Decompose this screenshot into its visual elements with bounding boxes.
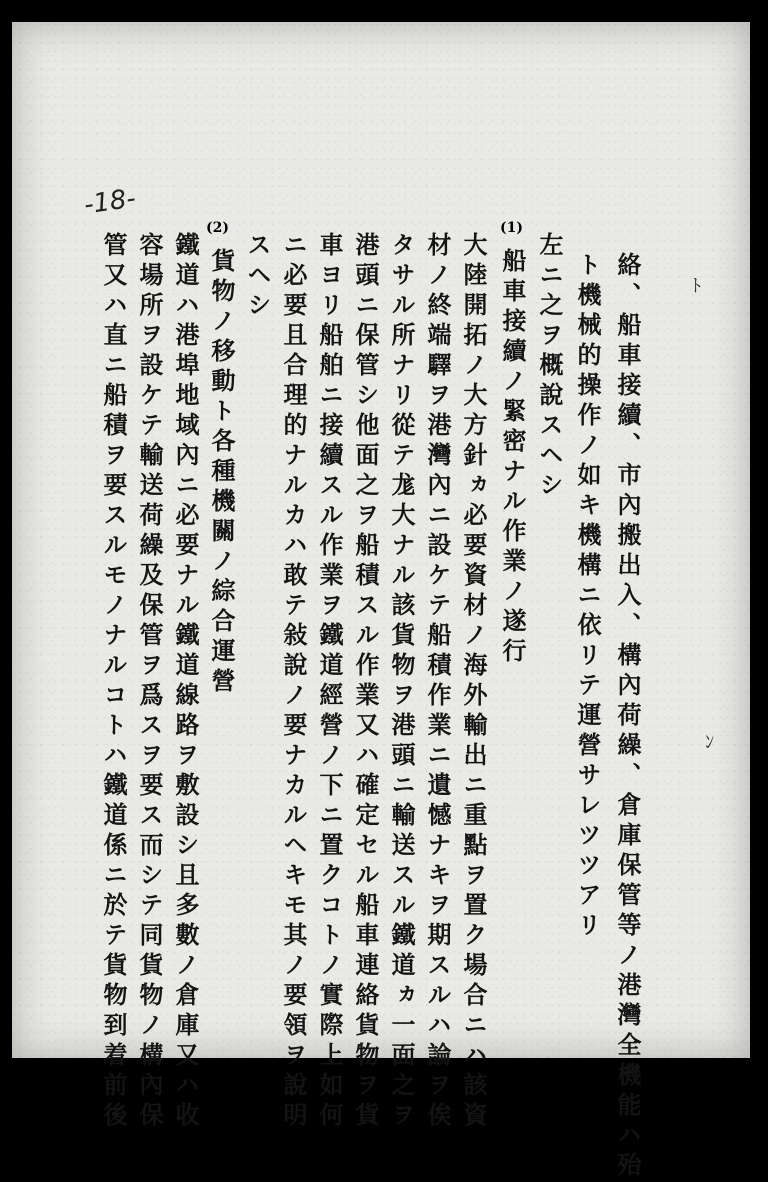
text-column-14: 容場所ヲ設ケテ輸送荷繰及保管ヲ爲スヲ要ス而シテ同貨物ノ構內保 (135, 232, 164, 1132)
text-column-3: 左ニ之ヲ概說スヘシ (535, 232, 564, 502)
document-page (12, 22, 750, 1182)
section-marker-1: (1) (500, 220, 523, 236)
margin-mark: ﾄ (692, 276, 701, 297)
text-column-12: 貨物ノ移動ト各種機關ノ綜合運營 (207, 248, 236, 698)
text-column-10: ニ必要且合理的ナルカハ敢テ敍說ノ要ナカルヘキモ其ノ要領ヲ說明 (279, 232, 308, 1132)
section-marker-2: (2) (206, 220, 229, 236)
text-column-6: 材ノ終端驛ヲ港灣內ニ設ケテ船積作業ニ遺憾ナキヲ期スルハ論ヲ俟 (423, 232, 452, 1132)
text-column-7: タサル所ナリ從テ尨大ナル該貨物ヲ港頭ニ輸送スル鐵道ヵ一面之ヲ (387, 232, 416, 1132)
text-column-13: 鐵道ハ港埠地域內ニ必要ナル鐵道線路ヲ敷設シ且多數ノ倉庫又ハ收 (171, 232, 200, 1132)
text-column-8: 港頭ニ保管シ他面之ヲ船積スル作業又ハ確定セル船車連絡貨物ヲ貨 (351, 232, 380, 1132)
text-column-11: スヘシ (243, 232, 272, 322)
text-column-5: 大陸開拓ノ大方針ヵ必要資材ノ海外輸出ニ重點ヲ置ク場合ニハ該資 (459, 232, 488, 1132)
page-number: -18- (82, 183, 138, 221)
margin-mark: ﾝ (705, 732, 714, 753)
text-column-2: ト機械的操作ノ如キ機構ニ依リテ運營サレツツアリ (573, 252, 602, 942)
text-column-15: 管又ハ直ニ船積ヲ要スルモノナルコトハ鐵道係ニ於テ貨物到着前後 (99, 232, 128, 1132)
text-column-9: 車ヨリ船舶ニ接續スル作業ヲ鐵道經營ノ下ニ置クコトノ實際上如何 (315, 232, 344, 1132)
text-column-4: 船車接續ノ緊密ナル作業ノ遂行 (498, 248, 527, 668)
text-column-1: 絡、船車接續、市內搬出入、構內荷繰、倉庫保管等ノ港灣全機能ハ殆 (613, 252, 642, 1182)
